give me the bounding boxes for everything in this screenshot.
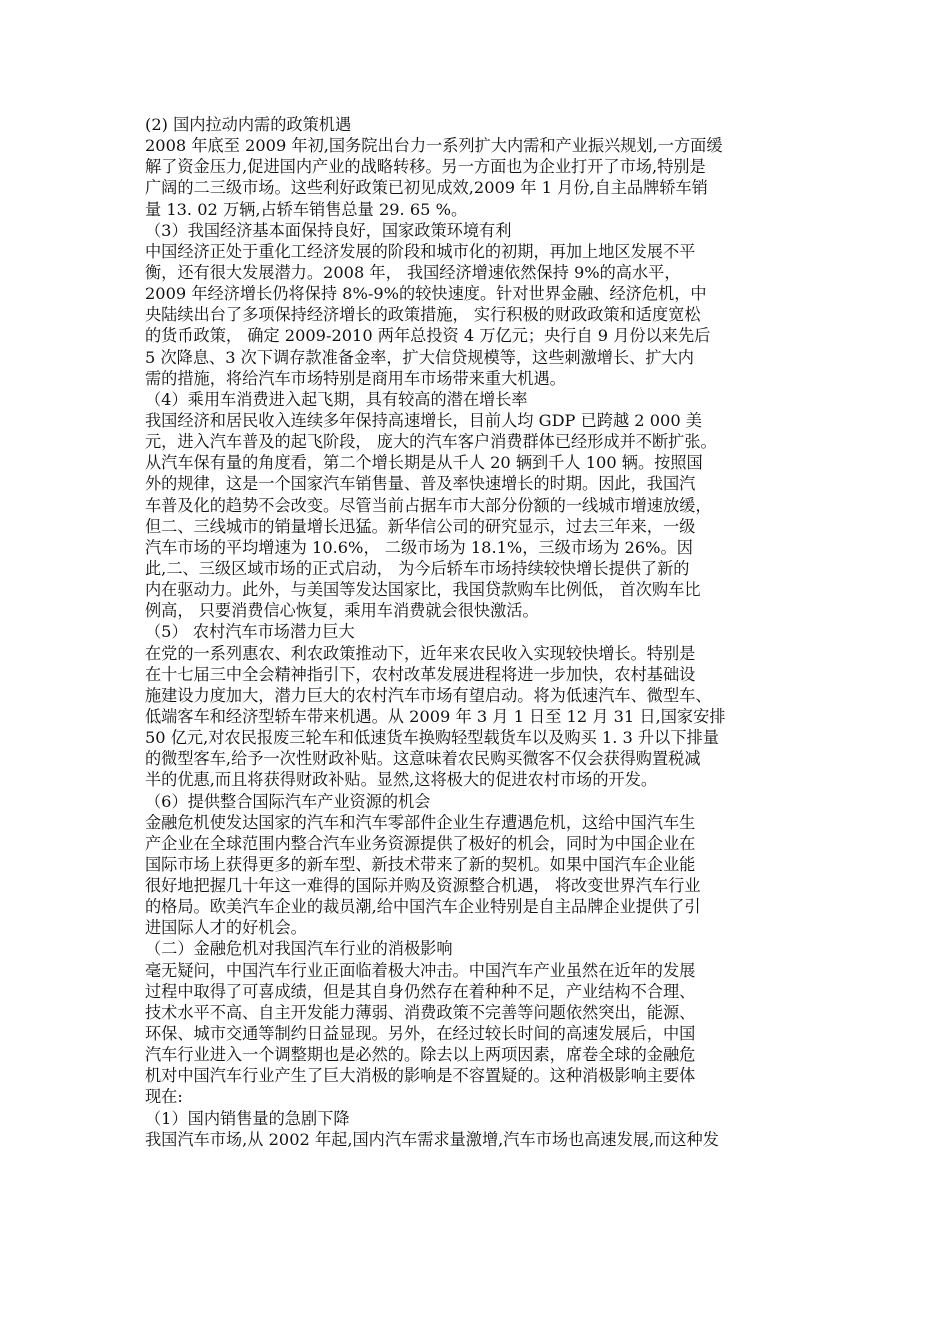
paragraph-line: 但二、三线城市的销量增长迅猛。新华信公司的研究显示，过去三年来，一级 bbox=[145, 516, 696, 536]
paragraph-line: 2008 年底至 2009 年初,国务院出台力一系列扩大内需和产业振兴规划,一方面缓 bbox=[145, 136, 723, 156]
section-heading: （1）国内销售量的急剧下降 bbox=[145, 1108, 350, 1128]
paragraph-line: 金融危机使发达国家的汽车和汽车零部件企业生存遭遇危机，这给中国汽车生 bbox=[145, 812, 696, 832]
paragraph-line: 5 次降息、3 次下调存款准备金率，扩大信贷规模等，这些刺激增长、扩大内 bbox=[145, 347, 694, 367]
paragraph-line: 机对中国汽车行业产生了巨大消极的影响是不容置疑的。这种消极影响主要体 bbox=[145, 1066, 696, 1086]
paragraph-line: 的货币政策， 确定 2009-2010 两年总投资 4 万亿元；央行自 9 月份以来先后 bbox=[145, 326, 711, 346]
section-heading: (2) 国内拉动内需的政策机遇 bbox=[145, 115, 352, 134]
paragraph-line: 中国经济正处于重化工经济发展的阶段和城市化的初期，再加上地区发展不平 bbox=[145, 241, 696, 261]
paragraph-line: 我国汽车市场,从 2002 年起,国内汽车需求量激增,汽车市场也高速发展,而这种发 bbox=[145, 1129, 719, 1149]
section-heading: （6）提供整合国际汽车产业资源的机会 bbox=[145, 791, 431, 811]
paragraph-line: 半的优惠,而且将获得财政补贴。显然,这将极大的促进农村市场的开发。 bbox=[145, 770, 658, 790]
paragraph-line: 的微型客车,给予一次性财政补贴。这意味着农民购买微客不仅会获得购置税减 bbox=[145, 749, 701, 769]
section-heading: （5） 农村汽车市场潜力巨大 bbox=[145, 622, 355, 642]
paragraph-line: 需的措施，将给汽车市场特别是商用车市场带来重大机遇。 bbox=[145, 368, 566, 388]
paragraph-line: 汽车行业进入一个调整期也是必然的。除去以上两项因素，席卷全球的金融危 bbox=[145, 1045, 696, 1065]
paragraph-line: 进国际人才的好机会。 bbox=[145, 918, 307, 938]
paragraph-line: 此,二、三级区域市场的正式启动， 为今后轿车市场持续较快增长提供了新的 bbox=[145, 558, 690, 578]
paragraph-line: 的格局。欧美汽车企业的裁员潮,给中国汽车企业特别是自主品牌企业提供了引 bbox=[145, 897, 701, 917]
paragraph-line: 外的规律，这是一个国家汽车销售量、普及率快速增长的时期。因此，我国汽 bbox=[145, 474, 696, 494]
paragraph-line: 从汽车保有量的角度看，第二个增长期是从千人 20 辆到千人 100 辆。按照国 bbox=[145, 453, 703, 473]
section-heading: （3）我国经济基本面保持良好，国家政策环境有利 bbox=[145, 220, 512, 240]
section-heading: （4）乘用车消费进入起飞期，具有较高的潜在增长率 bbox=[145, 389, 528, 409]
section-heading: （二）金融危机对我国汽车行业的消极影响 bbox=[145, 939, 453, 959]
document-body bbox=[145, 114, 813, 1150]
paragraph-line: 过程中取得了可喜成绩，但是其自身仍然存在着种种不足，产业结构不合理、 bbox=[145, 981, 696, 1001]
paragraph-line: 央陆续出台了多项保持经济增长的政策措施， 实行积极的财政政策和适度宽松 bbox=[145, 305, 701, 325]
paragraph-line: 内在驱动力。此外，与美国等发达国家比，我国贷款购车比例低， 首次购车比 bbox=[145, 580, 701, 600]
paragraph-line: 车普及化的趋势不会改变。尽管当前占据车市大部分份额的一线城市增速放缓， bbox=[145, 495, 712, 515]
paragraph-line: 在党的一系列惠农、利农政策推动下，近年来农民收入实现较快增长。特别是 bbox=[145, 643, 696, 663]
paragraph-line: 现在: bbox=[145, 1087, 183, 1107]
paragraph-line: 例高， 只要消费信心恢复，乘用车消费就会很快激活。 bbox=[145, 601, 539, 621]
paragraph-line: 元，进入汽车普及的起飞阶段， 庞大的汽车客户消费群体已经形成并不断扩张。 bbox=[145, 432, 717, 452]
paragraph-line: 衡，还有很大发展潜力。2008 年， 我国经济增速依然保持 9%的高水平， bbox=[145, 262, 681, 282]
paragraph-line: 广阔的二三级市场。这些利好政策已初见成效,2009 年 1 月份,自主品牌轿车销 bbox=[145, 178, 708, 198]
paragraph-line: 毫无疑问，中国汽车行业正面临着极大冲击。中国汽车产业虽然在近年的发展 bbox=[145, 960, 696, 980]
paragraph-line: 很好地把握几十年这一难得的国际并购及资源整合机遇， 将改变世界汽车行业 bbox=[145, 876, 701, 896]
paragraph-line: 我国经济和居民收入连续多年保持高速增长，目前人均 GDP 已跨越 2 000 美 bbox=[145, 410, 702, 430]
paragraph-line: 施建设力度加大，潜力巨大的农村汽车市场有望启动。将为低速汽车、微型车、 bbox=[145, 685, 712, 705]
paragraph-line: 汽车市场的平均增速为 10.6%， 二级市场为 18.1%，三级市场为 26%。因 bbox=[145, 537, 693, 557]
paragraph-line: 国际市场上获得更多的新车型、新技术带来了新的契机。如果中国汽车企业能 bbox=[145, 854, 696, 874]
paragraph-line: 2009 年经济增长仍将保持 8%-9%的较快速度。针对世界金融、经济危机，中 bbox=[145, 284, 707, 304]
paragraph-line: 环保、城市交通等制约日益显现。另外，在经过较长时间的高速发展后，中国 bbox=[145, 1024, 696, 1044]
paragraph-line: 技术水平不高、自主开发能力薄弱、消费政策不完善等问题依然突出，能源、 bbox=[145, 1002, 696, 1022]
paragraph-line: 低端客车和经济型轿车带来机遇。从 2009 年 3 月 1 日至 12 月 31 日,国家安排 bbox=[145, 706, 726, 726]
paragraph-line: 50 亿元,对农民报废三轮车和低速货车换购轻型载货车以及购买 1. 3 升以下排量 bbox=[145, 728, 719, 748]
paragraph-line: 产企业在全球范围内整合汽车业务资源提供了极好的机会，同时为中国企业在 bbox=[145, 833, 696, 853]
paragraph-line: 量 13. 02 万辆,占轿车销售总量 29. 65 %。 bbox=[145, 199, 468, 219]
paragraph-line: 在十七届三中全会精神指引下，农村改革发展进程将进一步加快，农村基础设 bbox=[145, 664, 696, 684]
paragraph-line: 解了资金压力,促进国内产业的战略转移。另一方面也为企业打开了市场,特别是 bbox=[145, 157, 706, 177]
